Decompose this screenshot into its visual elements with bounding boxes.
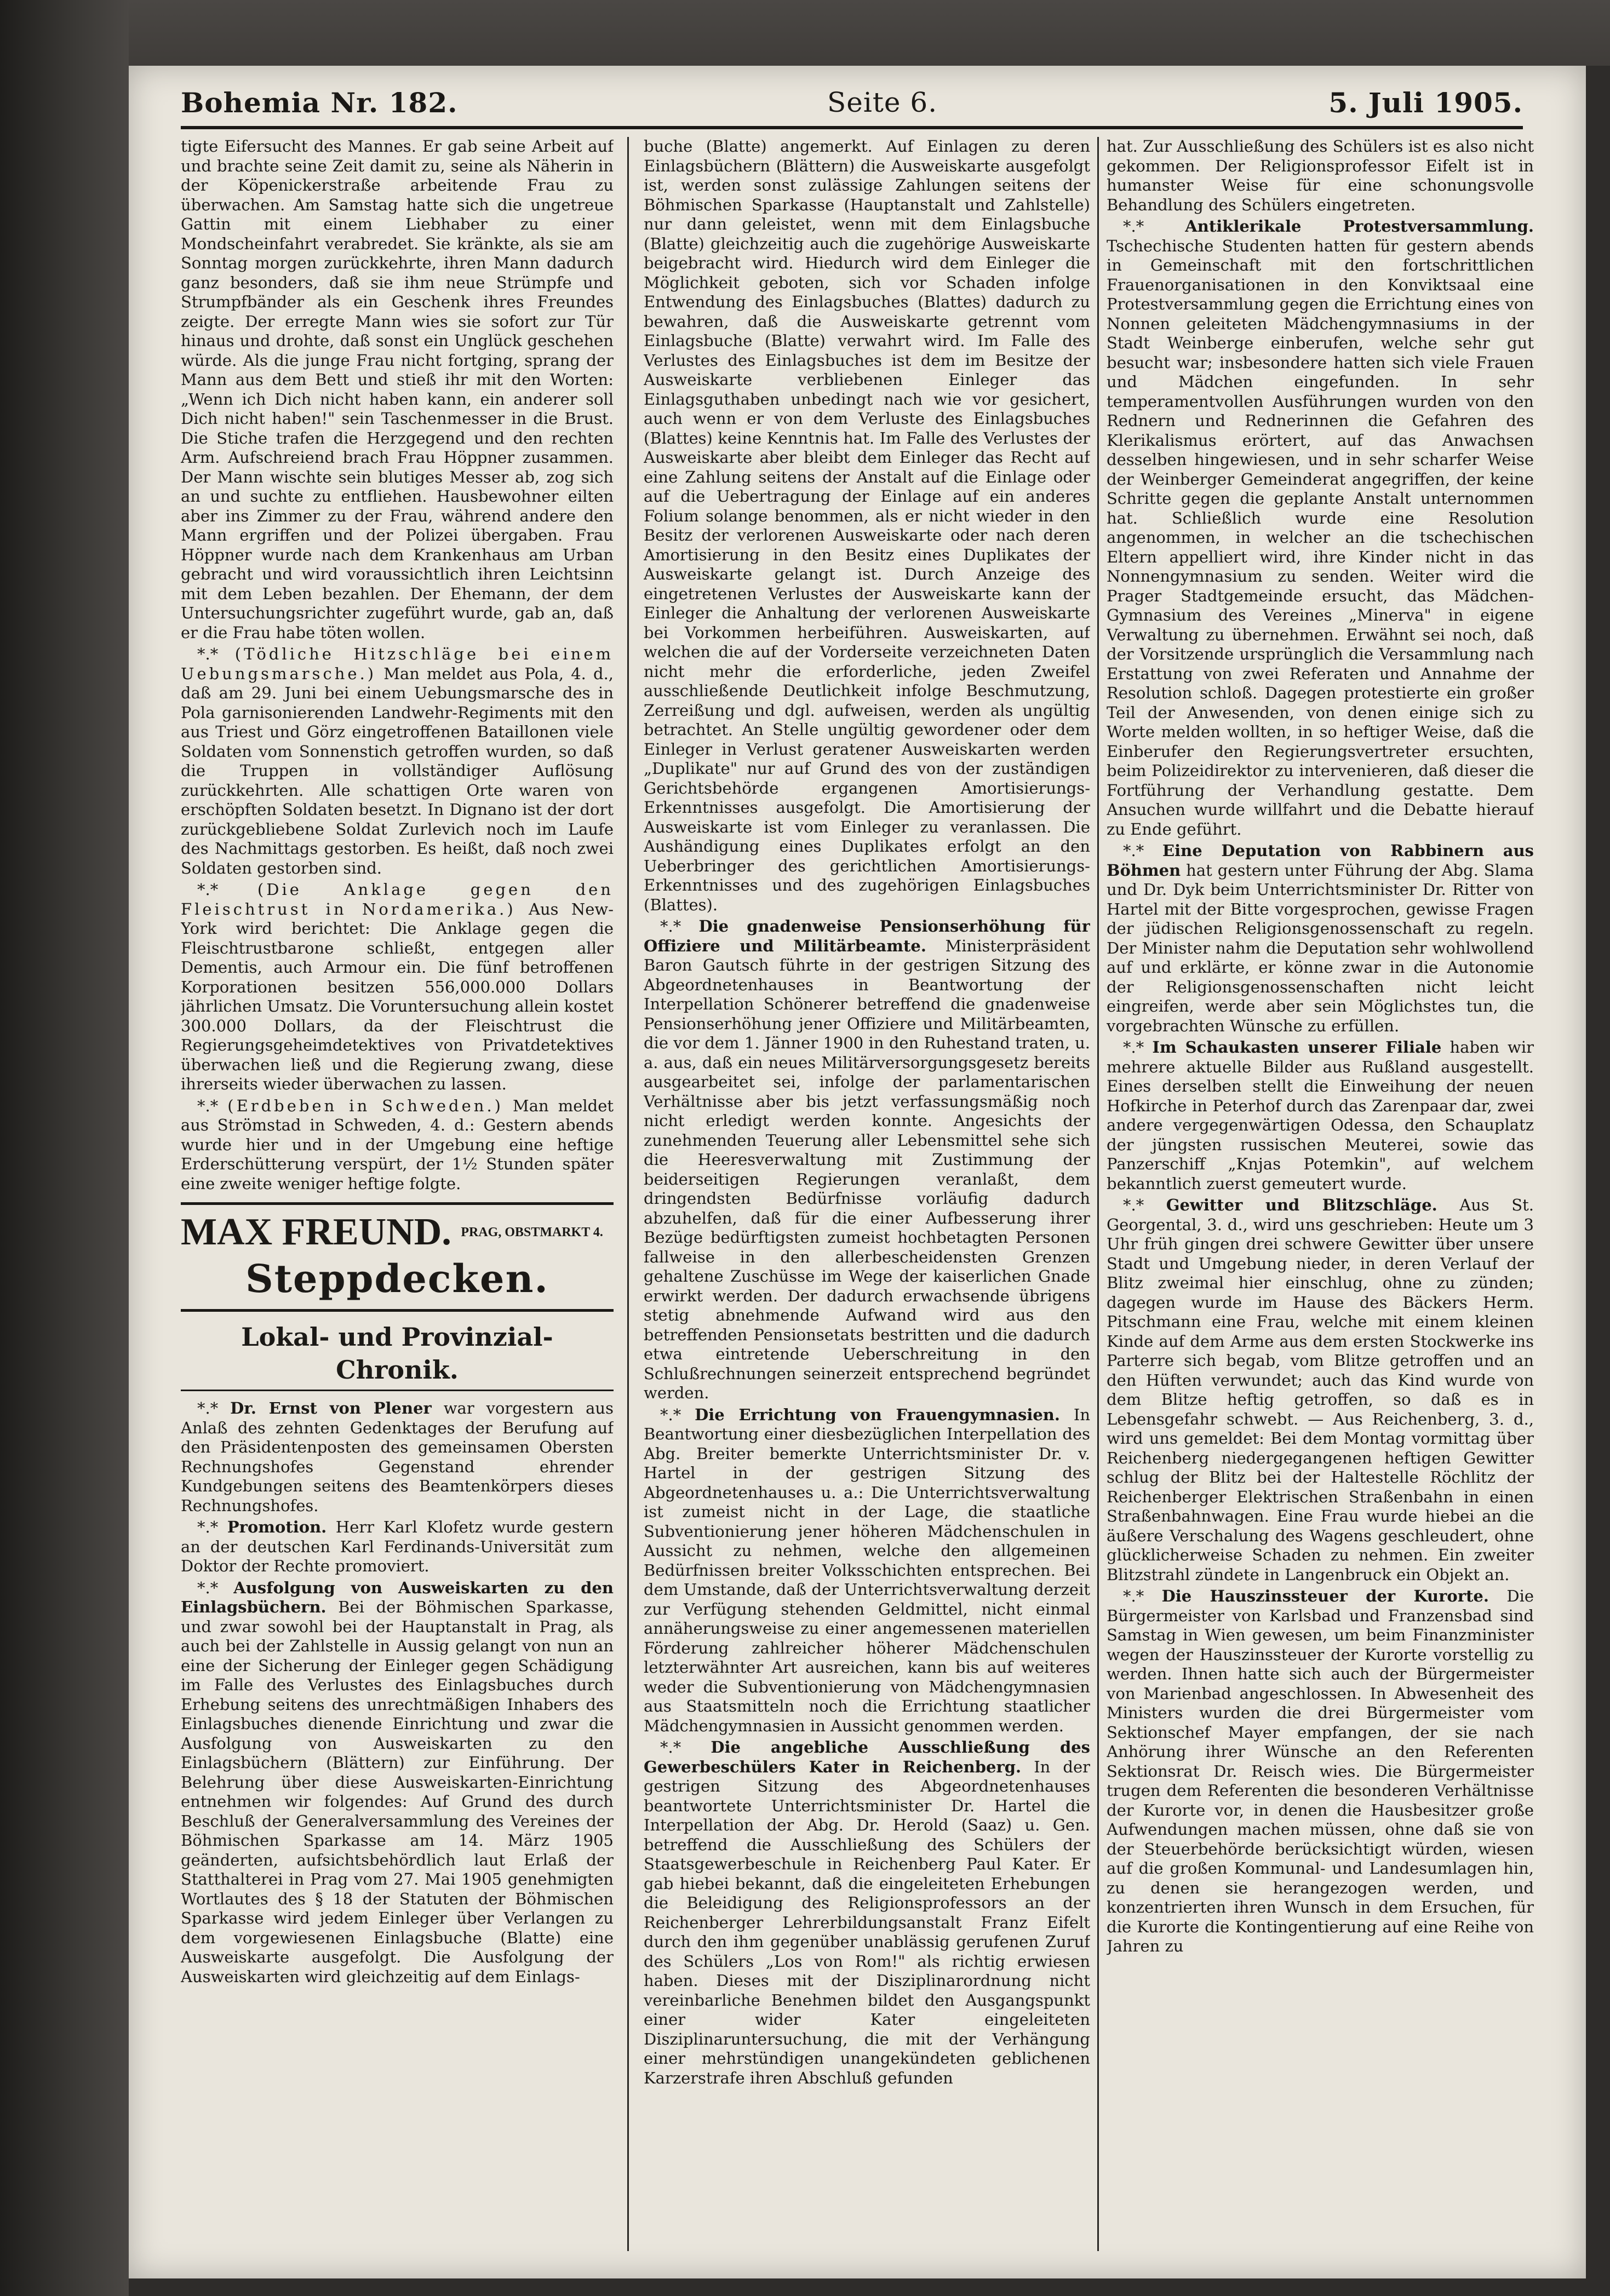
article-text: haben wir mehrere aktuelle Bilder aus Rußland ausgestellt. Eines derselben stellt die Einweihung der neuen Hofkirche in Peterhof durch das Zarenpaar dar, zwei andere vergegenwärtigen Odessa, den Schauplatz der jüngsten russischen Meuterei, sowie das Panzerschiff „Knjas Potemkin", auf welchem bekanntlich zuerst gemeutert wurde. [1107, 1038, 1534, 1193]
advertiser-name: MAX FREUND. [181, 1211, 451, 1253]
advertiser-address: PRAG, OBSTMARKT 4. [461, 1225, 603, 1239]
article-text: Tschechische Studenten hatten für gestern abends in Gemeinschaft mit den fortschrittlichen Frauenorganisationen in den Konviktsaal eine Protestversammlung gegen die Errichtung eines von Nonnen geleiteten Mädchengymnasiums in der Stadt Weinberge einberufen, welche sehr gut besucht war; insbesondere hatten sich viele Frauen und Mädchen eingefunden. In sehr temperamentvollen Ausführungen wurden von den Rednern und Rednerinnen die Gefahren des Klerikalismus erörtert, auf das Anwachsen desselben hingewiesen, und in sehr scharfer Weise der Weinberger Gemeinderat angegriffen, der keine Schritte gegen die geplante Anstalt unternommen hat. Schließlich wurde eine Resolution angenommen, in welcher an die tschechischen Eltern appelliert wird, ihre Kinder nicht in das Nonnengymnasium zu senden. Weiter wird die Prager Stadtgemeinde ersucht, das Mädchen-Gymnasium des Vereines „Minerva" in eigene Verwaltung zu übernehmen. Erwähnt sei noch, daß der Vorsitzende ursprünglich die Versammlung nach Erstattung von zwei Referaten und Annahme der Resolution schloß. Dagegen protestierte ein großer Teil der Anwesenden, von denen einige sich zu Worte melden wollten, in so heftiger Weise, daß die Einberufer den Regierungsvertreter ersuchten, beim Polizeidirektor zu intervenieren, daß dieser die Fortführung der Verhandlung gestatte. Dem Ansuchen wurde willfahrt und die Debatte hierauf zu Ende geführt. [1107, 236, 1534, 839]
column-1 [181, 137, 614, 2257]
article-text: In der gestrigen Sitzung des Abgeordnetenhauses beantwortete Unterrichtsminister Dr. Hartel die Interpellation der Abg. Dr. Herold (Saaz) u. Gen. betreffend die Ausschließung des Schülers der Staatsgewerbeschule in Reichenberg Paul Kater. Er gab hiebei bekannt, daß die eingeleiteten Erhebungen die Beleidigung des Religionsprofessors an der Reichenberger Lehrerbildungsanstalt Franz Eifelt durch den ihm gegenüber unablässig gerufenen Zuruf des Schülers „Los von Rom!" als richtig erwiesen haben. Dieses mit der Disziplinarordnung nicht vereinbarliche Benehmen bildet den Ausgangspunkt einer wider Kater eingeleiteten Disziplinaruntersuchung, die mit der Verhängung einer mehrstündigen unangekündeten geblichenen Karzerstrafe ihren Abschluß gefunden [644, 1757, 1090, 2087]
scan-left-border [0, 0, 129, 2296]
scan-top-border [0, 0, 1610, 66]
article-heading: Ausfolgung von Ausweiskarten zu den Einlagsbüchern. [181, 1578, 614, 1616]
section-heading: Lokal- und Provinzial-Chronik. [181, 1321, 614, 1391]
article: *.* Antiklerikale Protestversammlung. Tschechische Studenten hatten für gestern abends in Gemeinschaft mit den fortschrittlichen Frauenorganisationen in den Konviktsaal eine Protestversammlung gegen die Errichtung eines von Nonnen geleiteten Mädchengymnasiums in der Stadt Weinberge einberufen, welche sehr gut besucht war; insbesondere hatten sich viele Frauen und Mädchen eingefunden. In sehr temperamentvollen Ausführungen wurden von den Rednern und Rednerinnen die Gefahren des Klerikalismus erörtert, auf das Anwachsen desselben hingewiesen, und in sehr scharfer Weise der Weinberger Gemeinderat angegriffen, der keine Schritte gegen die geplante Anstalt unternommen hat. Schließlich wurde eine Resolution angenommen, in welcher an die tschechischen Eltern appelliert wird, ihre Kinder nicht in das Nonnengymnasium zu senden. Weiter wird die Prager Stadtgemeinde ersucht, das Mädchen-Gymnasium des Vereines „Minerva" in eigene Verwaltung zu übernehmen. Erwähnt sei noch, daß der Vorsitzende ursprünglich die Versammlung nach Erstattung von zwei Referaten und Annahme der Resolution schloß. Dagegen protestierte ein großer Teil der Anwesenden, von denen einige sich zu Worte melden wollten, in so heftiger Weise, daß die Einberufer den Regierungsvertreter ersuchten, beim Polizeidirektor zu intervenieren, daß dieser die Fortführung der Verhandlung gestatte. Dem Ansuchen wurde willfahrt und die Debatte hierauf zu Ende geführt. [1107, 217, 1534, 839]
article-text: Man meldet aus Strömstad in Schweden, 4. d.: Gestern abends wurde hier und in der Umgebung eine heftige Erderschütterung verspürt, der 1½ Stunden später eine zweite weniger heftige folgte. [181, 1096, 614, 1193]
column-3 [1107, 137, 1534, 2257]
article-heading: Die gnadenweise Pensionserhöhung für Offiziere und Militärbeamte. [644, 917, 1090, 955]
article: *.* (Erdbeben in Schweden.) Man meldet aus Strömstad in Schweden, 4. d.: Gestern abends wurde hier und in der Umgebung eine heftige Erderschütterung verspürt, der 1½ Stunden später eine zweite weniger heftige folgte. [181, 1096, 614, 1193]
article: *.* Die Errichtung von Frauengymnasien. In Beantwortung einer diesbezüglichen Interpellation des Abg. Breiter bemerkte Unterrichtsminister Dr. v. Hartel in der gestrigen Sitzung des Abgeordnetenhauses u. a.: Die Unterrichtsverwaltung ist zumeist nicht in der Lage, die staatliche Subventionierung jener höheren Mädchenschulen in Aussicht zu nehmen, welche den allgemeinen Bedürfnissen breiter Volksschichten entsprechen. Bei dem Umstande, daß der Unterrichtsverwaltung derzeit zur Verfügung stehenden Geldmittel, nicht einmal annäherungsweise zu einer angemessenen materiellen Förderung zahlreicher höherer Mädchenschulen letzterwähnter Art ausreichen, kann bis auf weiteres weder die Subventionierung von Mädchengymnasien aus Staatsmitteln noch die Errichtung staatlicher Mädchengymnasien in Aussicht genommen werden. [644, 1405, 1090, 1735]
article-heading: Antiklerikale Protestversammlung. [1185, 217, 1534, 236]
article-text: Aus New-York wird berichtet: Die Anklage gegen die Fleischtrustbarone schließt, entgegen aller Dementis, auch Armour ein. Die fünf betroffenen Korporationen besitzen 556,000.000 Dollars jährlichen Umsatz. Die Voruntersuchung allein kostet 300.000 Dollars, da der Fleischtrust die Regierungsgeheimdetektives von Privatdetektives überwachen ließ und die Regierung zwang, diese ihrerseits wieder überwachen zu lassen. [181, 899, 614, 1093]
article-text: Aus St. Georgental, 3. d., wird uns geschrieben: Heute um 3 Uhr früh gingen drei schwere Gewitter über unsere Stadt und Umgebung nieder, in deren Verlauf der Blitz zweimal hier einschlug, ohne zu zünden; dagegen wurde im Hause des Bäckers Herm. Pitschmann eine Frau, welche mit einem kleinen Kinde auf dem Arme aus dem ersten Stockwerke ins Parterre sich begab, vom Blitze getroffen und an den Hüften verwundet; auch das Kind wurde von dem Blitze heftig getroffen, so daß es in Lebensgefahr schwebt. — Aus Reichenberg, 3. d., wird uns gemeldet: Bei dem Montag vormittag über Reichenberg niedergegangenen heftigen Gewitter schlug der Blitz bei der Haltestelle Röchlitz der Reichenberger Elektrischen Straßenbahn in einen Straßenbahnwagen. Eine Frau wurde hiebei an die äußere Verschalung des Wagens geschleudert, ohne glücklicherweise Schaden zu nehmen. Ein zweiter Blitzstrahl zündete in Langenbruck ein Objekt an. [1107, 1196, 1534, 1584]
column-2 [644, 137, 1090, 2257]
article: *.* Die Hauszinssteuer der Kurorte. Die Bürgermeister von Karlsbad und Franzensbad sind Samstag in Wien gewesen, um beim Finanzminister wegen der Hauszinssteuer der Kurorte vorstellig zu werden. Ihnen hatte sich auch der Bürgermeister von Marienbad angeschlossen. In Abwesenheit des Ministers wurden die drei Bürgermeister vom Sektionschef Mayer empfangen, der sie nach Anhörung ihrer Wünsche an den Referenten Sektionsrat Dr. Reisch wies. Die Bürgermeister trugen dem Referenten die besonderen Verhältnisse der Kurorte vor, in denen die Hausbesitzer große Aufwendungen machen müssen, ohne daß sie von der Steuerbehörde berücksichtigt würden, wiesen auf die großen Kommunal- und Landesumlagen hin, zu denen sie herangezogen werden, und konzentrierten ihren Wunsch in dem Ersuchen, für die Kurorte die Kontingentierung auf eine Reihe von Jahren zu [1107, 1587, 1534, 1955]
article: *.* Dr. Ernst von Plener war vorgestern aus Anlaß des zehnten Gedenktages der Berufung auf den Präsidentenposten des gemeinsamen Obersten Rechnungshofes Gegenstand ehrender Kundgebungen seitens des Beamtenkörpers dieses Rechnungshofes. [181, 1399, 614, 1515]
column-rule-1 [627, 137, 629, 2251]
article: *.* Eine Deputation von Rabbinern aus Böhmen hat gestern unter Führung der Abg. Slama und Dr. Dyk beim Unterrichtsminister Dr. Ritter von Hartel mit der Bitte vorgesprochen, gewisse Fragen der jüdischen Religionsgenossenschaft zu regeln. Der Minister nahm die Deputation sehr wohlwollend auf und erklärte, er könne zwar in die Autonomie der Religionsgenossenschaften nicht leicht eingreifen, werde aber sein Möglichstes tun, die vorgebrachten Wünsche zu erfüllen. [1107, 841, 1534, 1035]
article-text: hat. Zur Ausschließung des Schülers ist es also nicht gekommen. Der Religionsprofessor Eifelt ist in humanster Weise für eine schonungsvolle Behandlung des Schülers eingetreten. [1107, 137, 1534, 214]
advertisement [181, 1202, 614, 1312]
article-text: Die Bürgermeister von Karlsbad und Franzensbad sind Samstag in Wien gewesen, um beim Finanzminister wegen der Hauszinssteuer der Kurorte vorstellig zu werden. Ihnen hatte sich auch der Bürgermeister von Marienbad angeschlossen. In Abwesenheit des Ministers wurden die drei Bürgermeister vom Sektionschef Mayer empfangen, der sie nach Anhörung ihrer Wünsche an den Referenten Sektionsrat Dr. Reisch wies. Die Bürgermeister trugen dem Referenten die besonderen Verhältnisse der Kurorte vor, in denen die Hausbesitzer große Aufwendungen machen müssen, ohne daß sie von der Steuerbehörde berücksichtigt würden, wiesen auf die großen Kommunal- und Landesumlagen hin, zu denen sie herangezogen werden, und konzentrierten ihren Wunsch in dem Ersuchen, für die Kurorte die Kontingentierung auf eine Reihe von Jahren zu [1107, 1587, 1534, 1955]
article-text: war vorgestern aus Anlaß des zehnten Gedenktages der Berufung auf den Präsidentenposten des gemeinsamen Obersten Rechnungshofes Gegenstand ehrender Kundgebungen seitens des Beamtenkörpers dieses Rechnungshofes. [181, 1399, 614, 1515]
article: *.* (Die Anklage gegen den Fleischtrust in Nordamerika.) Aus New-York wird berichtet: Die Anklage gegen die Fleischtrustbarone schließt, entgegen aller Dementis, auch Armour ein. Die fünf betroffenen Korporationen besitzen 556,000.000 Dollars jährlichen Umsatz. Die Voruntersuchung allein kostet 300.000 Dollars, da der Fleischtrust die Regierungsgeheimdetektives von Privatdetektives überwachen ließ und die Regierung zwang, diese ihrerseits wieder überwachen zu lassen. [181, 880, 614, 1093]
article-heading: (Tödliche Hitzschläge bei einem Uebungsmarsche.) [181, 645, 614, 683]
article-text: Man meldet aus Pola, 4. d., daß am 29. Juni bei einem Uebungsmarsche des in Pola garnisonierenden Landwehr-Regiments mit den aus Triest und Görz eingetroffenen Bataillonen viele Soldaten vom Sonnenstich getroffen wurden, so daß die Truppen in vollständiger Auflösung zurückkehrten. Alle schattigen Orte waren von erschöpften Soldaten besetzt. In Dignano ist der dort zurückgebliebene Soldat Zurlevich noch im Laufe des Nachmittags gestorben. Es heißt, daß noch zwei Soldaten gestorben sind. [181, 664, 614, 877]
article-heading: Eine Deputation von Rabbinern aus Böhmen [1107, 841, 1534, 880]
article-heading: Im Schaukasten unserer Filiale [1152, 1038, 1442, 1057]
article-heading: (Erdbeben in Schweden.) [227, 1096, 503, 1115]
article-text: Bei der Böhmischen Sparkasse, und zwar sowohl bei der Hauptanstalt in Prag, als auch bei der Zahlstelle in Aussig gelangt von nun an eine der Sicherung der Einleger gegen Schädigung im Falle des Verlustes des Einlagsbuches durch Erhebung seitens des unrechtmäßigen Inhabers des Einlagsbuches dienende Einrichtung und zwar die Ausfolgung von Ausweiskarten zu den Einlagsbüchern (Blättern) zur Einführung. Der Belehrung über diese Ausweiskarten-Einrichtung entnehmen wir folgendes: Auf Grund des durch Beschluß der Generalversammlung des Vereines der Böhmischen Sparkasse am 14. März 1905 geänderten, aufsichtsbehördlich laut Erlaß der Statthalterei in Prag vom 27. Mai 1905 genehmigten Wortlautes des § 18 der Statuten der Böhmischen Sparkasse wird jedem Einleger über Verlangen zu dem vorgewiesenen Einlagsbuche (Blatte) eine Ausweiskarte ausgefolgt. Die Ausfolgung der Ausweiskarten wird gleichzeitig auf dem Einlags- [181, 1598, 614, 1986]
page-header [181, 82, 1523, 129]
article-text: In Beantwortung einer diesbezüglichen Interpellation des Abg. Breiter bemerkte Unterrichtsminister Dr. v. Hartel in der gestrigen Sitzung des Abgeordnetenhauses u. a.: Die Unterrichtsverwaltung ist zumeist nicht in der Lage, die staatliche Subventionierung jener höheren Mädchenschulen in Aussicht zu nehmen, welche den allgemeinen Bedürfnissen breiter Volksschichten entsprechen. Bei dem Umstande, daß der Unterrichtsverwaltung derzeit zur Verfügung stehenden Geldmittel, nicht einmal annäherungsweise zu einer angemessenen materiellen Förderung zahlreicher höherer Mädchenschulen letzterwähnter Art ausreichen, kann bis auf weiteres weder die Subventionierung von Mädchengymnasien aus Staatsmitteln noch die Errichtung staatlicher Mädchengymnasien in Aussicht genommen werden. [644, 1405, 1090, 1735]
article: *.* Ausfolgung von Ausweiskarten zu den Einlagsbüchern. Bei der Böhmischen Sparkasse, und zwar sowohl bei der Hauptanstalt in Prag, als auch bei der Zahlstelle in Aussig gelangt von nun an eine der Sicherung der Einleger gegen Schädigung im Falle des Verlustes des Einlagsbuches durch Erhebung seitens des unrechtmäßigen Inhabers des Einlagsbuches dienende Einrichtung und zwar die Ausfolgung von Ausweiskarten zu den Einlagsbüchern (Blättern) zur Einführung. Der Belehrung über diese Ausweiskarten-Einrichtung entnehmen wir folgendes: Auf Grund des durch Beschluß der Generalversammlung des Vereines der Böhmischen Sparkasse am 14. März 1905 geänderten, aufsichtsbehördlich laut Erlaß der Statthalterei in Prag vom 27. Mai 1905 genehmigten Wortlautes des § 18 der Statuten der Böhmischen Sparkasse wird jedem Einleger über Verlangen zu dem vorgewiesenen Einlagsbuche (Blatte) eine Ausweiskarte ausgefolgt. Die Ausfolgung der Ausweiskarten wird gleichzeitig auf dem Einlags- [181, 1578, 614, 1986]
article: *.* Im Schaukasten unserer Filiale haben wir mehrere aktuelle Bilder aus Rußland ausgestellt. Eines derselben stellt die Einweihung der neuen Hofkirche in Peterhof durch das Zarenpaar dar, zwei andere vergegenwärtigen Odessa, den Schauplatz der jüngsten russischen Meuterei, sowie das Panzerschiff „Knjas Potemkin", auf welchem bekanntlich zuerst gemeutert wurde. [1107, 1038, 1534, 1193]
article-text: buche (Blatte) angemerkt. Auf Einlagen zu deren Einlagsbüchern (Blättern) die Ausweiskarte ausgefolgt ist, werden sonst zulässige Zahlungen seitens der Böhmischen Sparkasse (Hauptanstalt und Zahlstelle) nur dann geleistet, wenn mit dem Einlagsbuche (Blatte) gleichzeitig auch die zugehörige Ausweiskarte beigebracht wird. Hiedurch wird dem Einleger die Möglichkeit geboten, sich vor Schaden infolge Entwendung des Einlagsbuches (Blattes) dadurch zu bewahren, daß die Ausweiskarte getrennt vom Einlagsbuche (Blatte) verwahrt wird. Im Falle des Verlustes des Einlagsbuches ist dem im Besitze der Ausweiskarte verbliebenen Einleger das Einlagsguthaben unbedingt nach wie vor gesichert, auch wenn er von dem Verluste des Einlagsbuches (Blattes) keine Kenntnis hat. Im Falle des Verlustes der Ausweiskarte aber bleibt dem Einleger das Recht auf eine Zahlung seitens der Anstalt auf die Einlage oder auf die Uebertragung der Einlage auf ein anderes Folium solange benommen, als er nicht wieder in den Besitz der verlorenen Ausweiskarte oder nach deren Amortisierung in den Besitz eines Duplikates der Ausweiskarte gelangt ist. Durch Anzeige des eingetretenen Verlustes der Ausweiskarte kann der Einleger die Anhaltung der verlorenen Ausweiskarte bei Vorkommen herbeiführen. Ausweiskarten, auf welchen die auf der Vorderseite verzeichneten Daten nicht mehr die erforderliche, jeden Zweifel ausschließende Deutlichkeit infolge Beschmutzung, Zerreißung und dgl. aufweisen, werden als ungültig betrachtet. An Stelle ungültig gewordener oder dem Einleger in Verlust geratener Ausweiskarten werden „Duplikate" nur auf Grund des von der zuständigen Gerichtsbehörde ergangenen Amortisierungs-Erkenntnisses ausgefolgt. Die Amortisierung der Ausweiskarte ist vom Einleger zu veranlassen. Die Aushändigung eines Duplikates erfolgt an den Ueberbringer des gerichtlichen Amortisierungs-Erkenntnisses und des zugehörigen Einlagsbuches (Blattes). [644, 137, 1090, 914]
page-number: Seite 6. [827, 87, 938, 118]
article: *.* (Tödliche Hitzschläge bei einem Uebungsmarsche.) Man meldet aus Pola, 4. d., daß am 29. Juni bei einem Uebungsmarsche des in Pola garnisonierenden Landwehr-Regiments mit den aus Triest und Görz eingetroffenen Bataillonen viele Soldaten vom Sonnenstich getroffen wurden, so daß die Truppen in vollständiger Auflösung zurückkehrten. Alle schattigen Orte waren von erschöpften Soldaten besetzt. In Dignano ist der dort zurückgebliebene Soldat Zurlevich noch im Laufe des Nachmittags gestorben. Es heißt, daß noch zwei Soldaten gestorben sind. [181, 645, 614, 877]
article-heading: Die angebliche Ausschließung des Gewerbeschülers Kater in Reichenberg. [644, 1738, 1090, 1776]
article-text: hat gestern unter Führung der Abg. Slama und Dr. Dyk beim Unterrichtsminister Dr. Ritter von Hartel mit der Bitte vorgesprochen, gewisse Fragen der jüdischen Religionsgenossenschaft zu regeln. Der Minister nahm die Deputation sehr wohlwollend auf und erklärte, er könne zwar in die Autonomie der Religionsgenossenschaften nicht leicht eingreifen, werde aber sein Möglichstes tun, die vorgebrachten Wünsche zu erfüllen. [1107, 860, 1534, 1035]
article-heading: Gewitter und Blitzschläge. [1166, 1196, 1437, 1214]
article: *.* Promotion. Herr Karl Klofetz wurde gestern an der deutschen Karl Ferdinands-Universität zum Doktor der Rechte promoviert. [181, 1518, 614, 1575]
column-rule-2 [1097, 137, 1099, 2251]
issue-date: 5. Juli 1905. [1328, 87, 1523, 119]
article: *.* Die angebliche Ausschließung des Gewerbeschülers Kater in Reichenberg. In der gestrigen Sitzung des Abgeordnetenhauses beantwortete Unterrichtsminister Dr. Hartel die Interpellation der Abg. Dr. Herold (Saaz) u. Gen. betreffend die Ausschließung des Schülers der Staatsgewerbeschule in Reichenberg Paul Kater. Er gab hiebei bekannt, daß die eingeleiteten Erhebungen die Beleidigung des Religionsprofessors an der Reichenberger Lehrerbildungsanstalt Franz Eifelt durch den ihm gegenüber unablässig gerufenen Zuruf des Schülers „Los von Rom!" als richtig erwiesen haben. Dieses mit der Disziplinarordnung nicht vereinbarliche Benehmen bildet den Ausgangspunkt einer wider Kater eingeleiteten Disziplinaruntersuchung, die mit der Verhängung einer mehrstündigen unangekündeten geblichenen Karzerstrafe ihren Abschluß gefunden [644, 1738, 1090, 2087]
article-heading: Die Errichtung von Frauengymnasien. [695, 1405, 1060, 1424]
advertised-product: Steppdecken. [245, 1256, 549, 1301]
article-heading: Dr. Ernst von Plener [230, 1399, 432, 1417]
article: *.* Die gnadenweise Pensionserhöhung für Offiziere und Militärbeamte. Ministerpräsident Baron Gautsch führte in der gestrigen Sitzung des Abgeordnetenhauses in Beantwortung der Interpellation Schönerer betreffend die gnadenweise Pensionserhöhung jener Offiziere und Militärbeamten, die vor dem 1. Jänner 1900 in den Ruhestand traten, u. a. aus, daß ein neues Militärversorgungsgesetz bereits ausgearbeitet sei, infolge der parlamentarischen Verhältnisse aber bis jetzt verfassungsmäßig noch nicht erledigt werden konnte. Angesichts der zunehmenden Teuerung aller Lebensmittel sehe sich die Heeresverwaltung mit Zustimmung der beiderseitigen Regierungen veranlaßt, dem dringendsten Bedürfnisse vorläufig dadurch abzuhelfen, daß für die einer Aufbesserung ihrer Bezüge bedürftigsten zumeist hochbetagten Personen fallweise in den allerbescheidensten Grenzen gehaltene Zuschüsse im Wege der kaiserlichen Gnade erwirkt werden. Der dadurch erwachsende übrigens stetig abnehmende Aufwand wird aus den betreffenden Pensionsetats bestritten und die dadurch etwa eintretende Ueberschreitung in den Schlußrechnungen seinerzeit entsprechend begründet werden. [644, 917, 1090, 1402]
article-text: Ministerpräsident Baron Gautsch führte in der gestrigen Sitzung des Abgeordnetenhauses in Beantwortung der Interpellation Schönerer betreffend die gnadenweise Pensionserhöhung jener Offiziere und Militärbeamten, die vor dem 1. Jänner 1900 in den Ruhestand traten, u. a. aus, daß ein neues Militärversorgungsgesetz bereits ausgearbeitet sei, infolge der parlamentarischen Verhältnisse aber bis jetzt verfassungsmäßig noch nicht erledigt werden konnte. Angesichts der zunehmenden Teuerung aller Lebensmittel sehe sich die Heeresverwaltung mit Zustimmung der beiderseitigen Regierungen veranlaßt, dem dringendsten Bedürfnisse vorläufig dadurch abzuhelfen, daß für die einer Aufbesserung ihrer Bezüge bedürftigsten zumeist hochbetagten Personen fallweise in den allerbescheidensten Grenzen gehaltene Zuschüsse im Wege der kaiserlichen Gnade erwirkt werden. Der dadurch erwachsende übrigens stetig abnehmende Aufwand wird aus den betreffenden Pensionsetats bestritten und die dadurch etwa eintretende Ueberschreitung in den Schlußrechnungen seinerzeit entsprechend begründet werden. [644, 936, 1090, 1402]
article-heading: Promotion. [227, 1518, 327, 1536]
article: *.* Gewitter und Blitzschläge. Aus St. Georgental, 3. d., wird uns geschrieben: Heute um 3 Uhr früh gingen drei schwere Gewitter über unsere Stadt und Umgebung nieder, in deren Verlauf der Blitz zweimal hier einschlug, ohne zu zünden; dagegen wurde im Hause des Bäckers Herm. Pitschmann eine Frau, welche mit einem kleinen Kinde auf dem Arme aus dem ersten Stockwerke ins Parterre sich begab, vom Blitze getroffen und an den Hüften verwundet; auch das Kind wurde von dem Blitze heftig getroffen, so daß es in Lebensgefahr schwebt. — Aus Reichenberg, 3. d., wird uns gemeldet: Bei dem Montag vormittag über Reichenberg niedergegangenen heftigen Gewitter schlug der Blitz bei der Haltestelle Röchlitz der Reichenberger Elektrischen Straßenbahn in einen Straßenbahnwagen. Eine Frau wurde hiebei an die äußere Verschalung des Wagens geschleudert, ohne glücklicherweise Schaden zu nehmen. Ein zweiter Blitzstrahl zündete in Langenbruck ein Objekt an. [1107, 1196, 1534, 1584]
article-heading: (Die Anklage gegen den Fleischtrust in Nordamerika.) [181, 880, 614, 919]
article-text: tigte Eifersucht des Mannes. Er gab seine Arbeit auf und brachte seine Zeit damit zu, seine als Näherin in der Köpenickerstraße arbeitende Frau zu überwachen. Am Samstag hatte sich die ungetreue Gattin mit einem Liebhaber zu einer Mondscheinfahrt verabredet. Sie kränkte, als sie am Sonntag morgen zurückkehrte, ihren Mann dadurch ganz besonders, daß sie ihm neue Strümpfe und Strumpfbänder als ein Geschenk ihres Freundes zeigte. Der erregte Mann wies sie sofort zur Tür hinaus und drohte, daß sonst ein Unglück geschehen würde. Als die junge Frau nicht fortging, sprang der Mann aus dem Bett und stieß ihr mit den Worten: „Wenn ich Dich nicht haben kann, ein anderer soll Dich nicht haben!" sein Taschenmesser in die Brust. Die Stiche trafen die Herzgegend und den rechten Arm. Aufschreiend brach Frau Höppner zusammen. Der Mann wischte sein blutiges Messer ab, zog sich an und suchte zu entfliehen. Hausbewohner eilten aber ins Zimmer zu der Frau, während andere den Mann ergriffen und der Polizei übergaben. Frau Höppner wurde nach dem Krankenhaus am Urban gebracht und wird voraussichtlich ihren Leichtsinn mit dem Leben bezahlen. Der Ehemann, der dem Untersuchungsrichter zugeführt wurde, gab an, daß er die Frau habe töten wollen. [181, 137, 614, 642]
article-heading: Die Hauszinssteuer der Kurorte. [1161, 1587, 1489, 1605]
newspaper-issue: Bohemia Nr. 182. [181, 87, 458, 119]
article-text: Herr Karl Klofetz wurde gestern an der deutschen Karl Ferdinands-Universität zum Doktor der Rechte promoviert. [181, 1518, 614, 1575]
